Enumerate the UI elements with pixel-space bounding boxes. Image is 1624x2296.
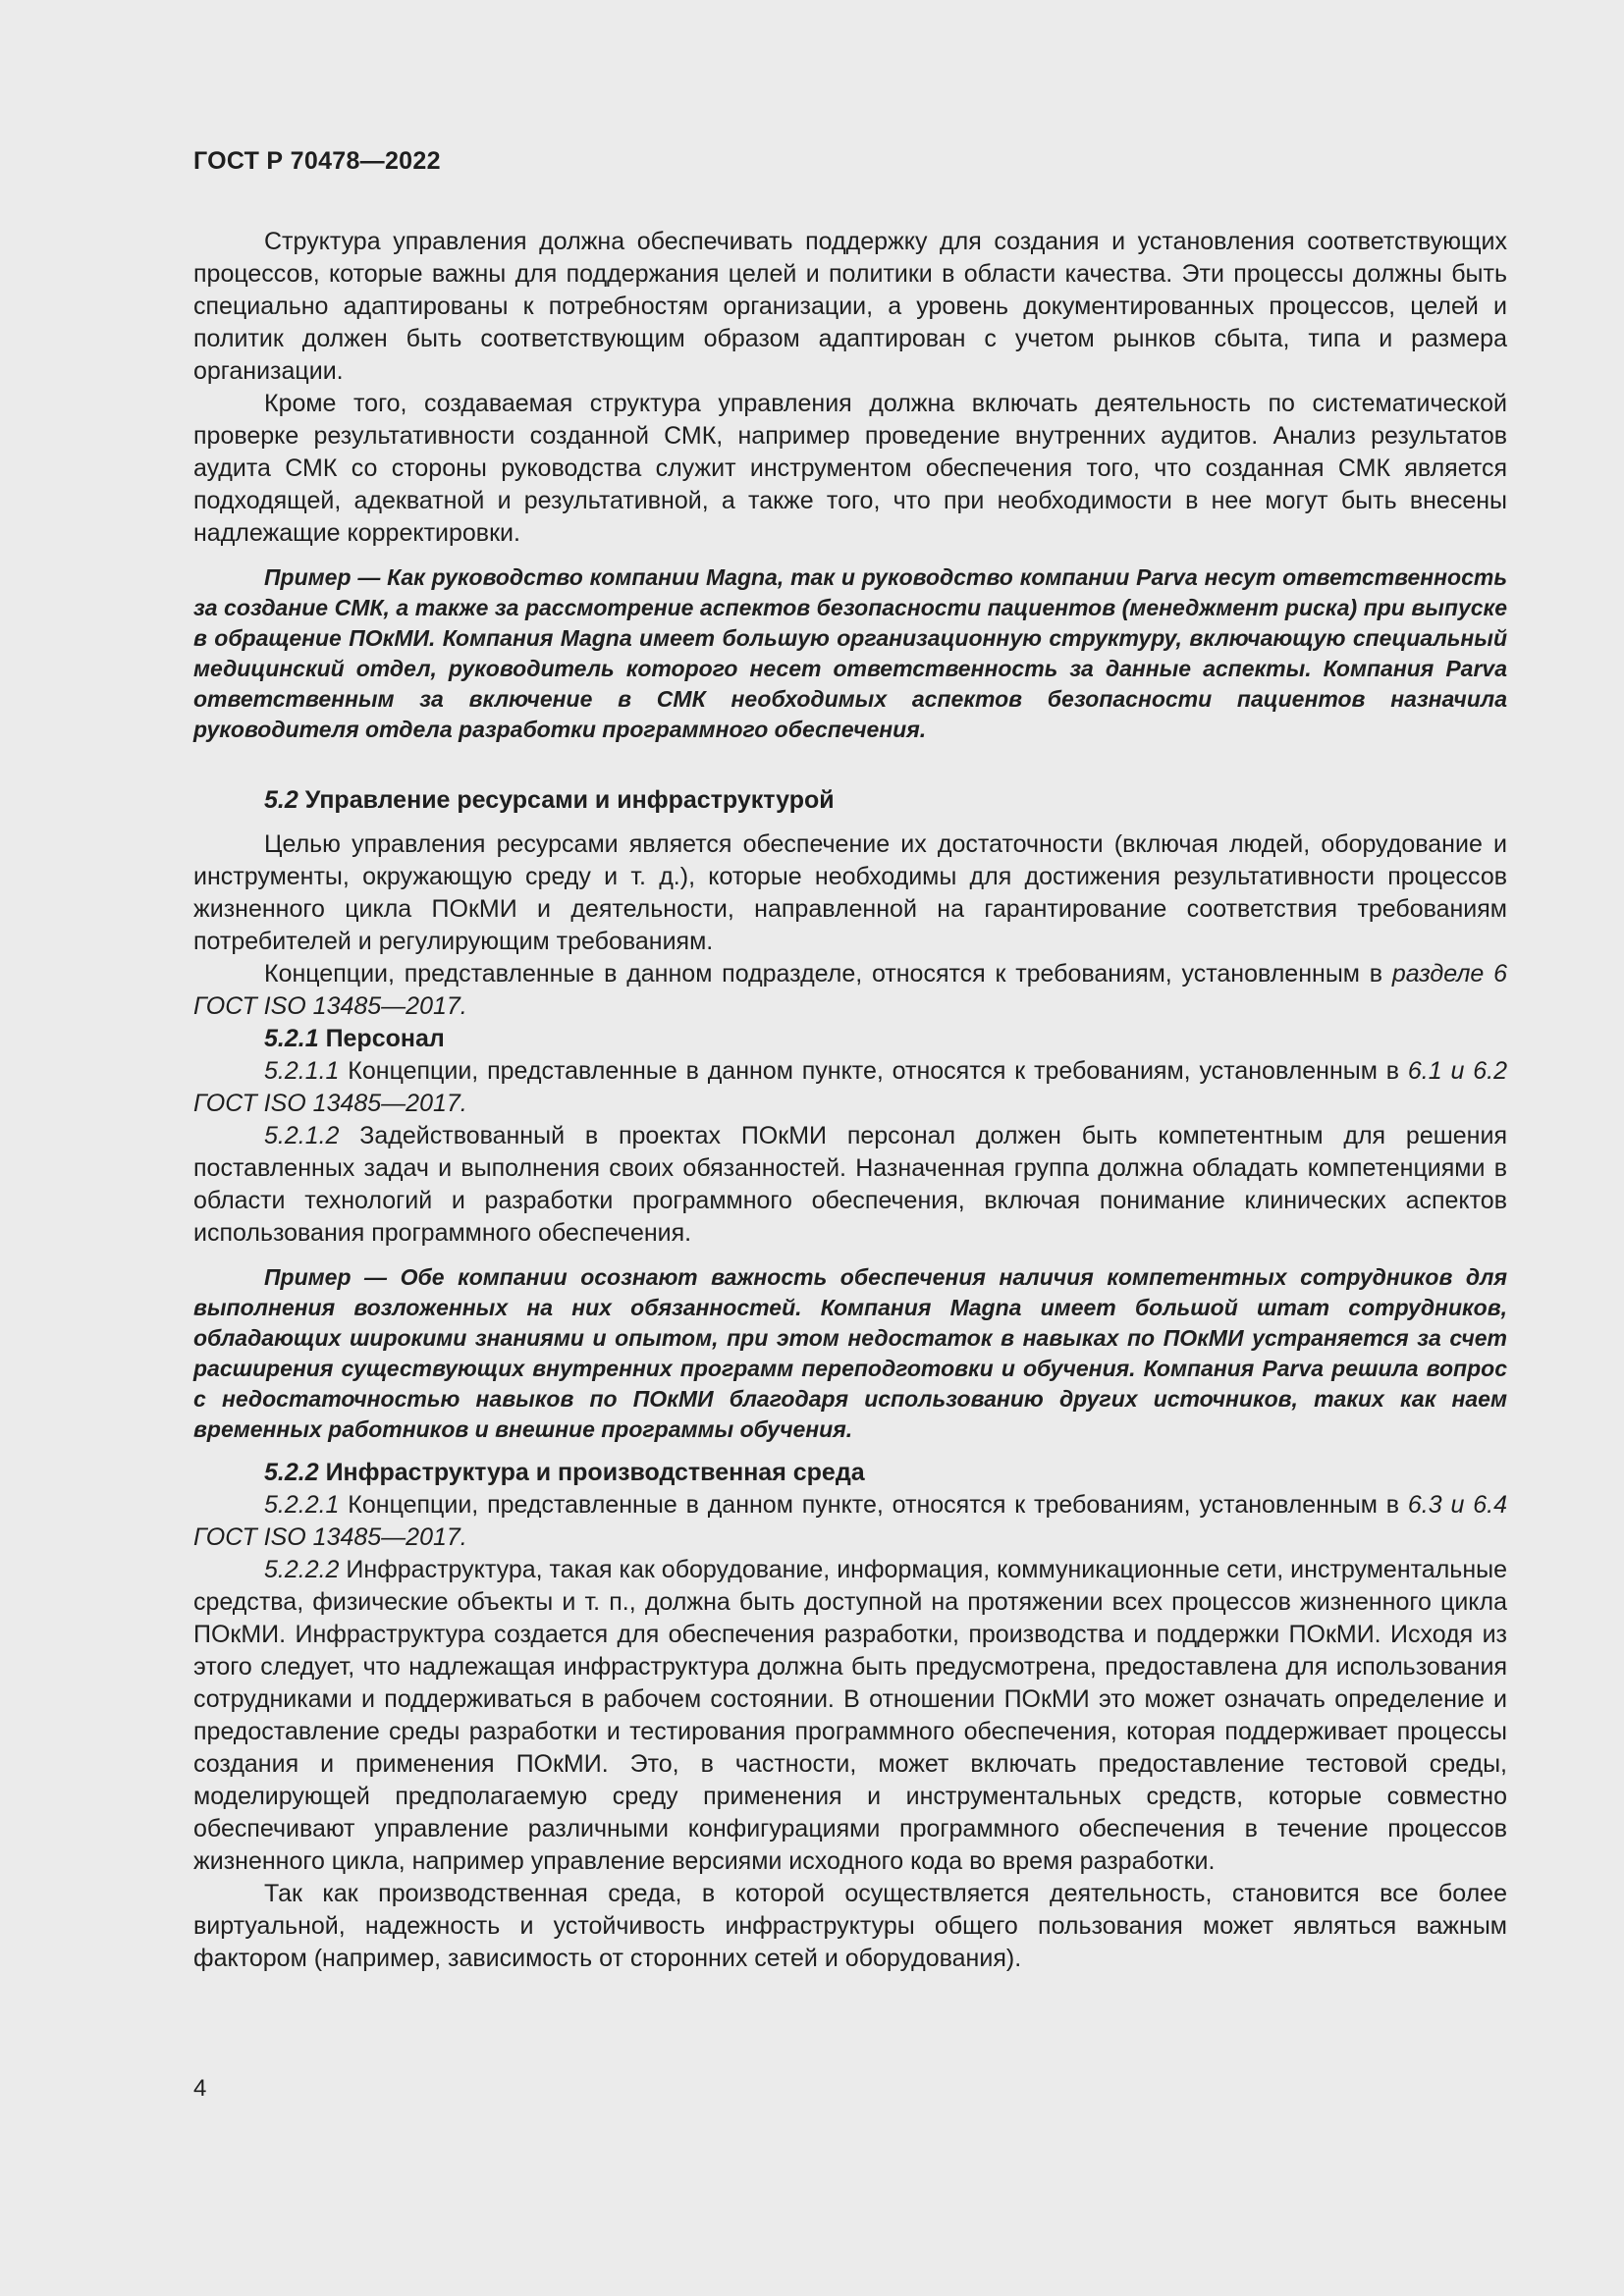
standard-reference: 6.1 и 6.2 ГОСТ ISO 13485—2017.: [193, 1057, 1507, 1117]
clause-number: 5.2.1.1: [264, 1057, 340, 1085]
subsection-heading-5-2-2: [193, 1457, 1507, 1489]
clause-number: 5.2.1.2: [264, 1122, 340, 1149]
example-note-2: Пример — Обе компании осознают важность обеспечения наличия компетентных сотрудников для выполнения возложенных на них обязанностей. Компания Magna имеет большой штат сотрудников, обладающих широкими знаниями и опытом, при этом недостаток в навыках по ПОкМИ устраняется за счет расширения существующих внутренних программ переподготовки и обучения. Компания Parva решила вопрос с недостаточностью навыков по ПОкМИ благодаря использованию других источников, таких как наем временных работников и внешние программы обучения.: [193, 1264, 1507, 1442]
document-body: [193, 226, 1507, 1975]
subsection-title: Инфраструктура и производственная среда: [325, 1459, 865, 1486]
section-number: 5.2: [264, 786, 298, 814]
clause-5-2-1-1: [193, 1055, 1507, 1120]
paragraph-resources: Целью управления ресурсами является обеспечение их достаточности (включая людей, оборудование и инструменты, окружающую среду и т. д.), которые необходимы для достижения результативности процессов жизненного цикла ПОкМИ и деятельности, направленной на гарантирование соответствия требованиям потребителей и регулирующим требованиям.: [193, 830, 1507, 955]
document-header: ГОСТ Р 70478—2022: [193, 147, 441, 175]
subsection-title: Персонал: [325, 1025, 445, 1052]
clause-5-2-2-2: [193, 1554, 1507, 1878]
subsection-number: 5.2.2: [264, 1459, 319, 1486]
clause-text: Инфраструктура, такая как оборудование, информация, коммуникационные сети, инструментальные средства, физические объекты и т. п., должна быть доступной на протяжении всех процессов жизненного цикла ПОкМИ. Инфраструктура создается для обеспечения разработки, производства и поддержки ПОкМИ. Исходя из этого следует, что надлежащая инфраструктура должна быть предусмотрена, предоставлена для использования сотрудниками и поддерживаться в рабочем состоянии. В отношении ПОкМИ это может означать определение и предоставление среды разработки и тестирования программного обеспечения, которая поддерживает процессы создания и применения ПОкМИ. Это, в частности, может включать предоставление тестовой среды, моделирующей предполагаемую среду применения и инструментальных средств, которые совместно обеспечивают управление различными конфигурациями программного обеспечения в течение процессов жизненного цикла, например управление версиями исходного кода во время разработки.: [193, 1556, 1507, 1875]
clause-5-2-1-2: [193, 1120, 1507, 1250]
clause-text: Задействованный в проектах ПОкМИ персонал должен быть компетентным для решения поставленных задач и выполнения своих обязанностей. Назначенная группа должна обладать компетенциями в области технологий и разработки программного обеспечения, включая понимание клинических аспектов использования программного обеспечения.: [193, 1122, 1507, 1247]
clause-text: Концепции, представленные в данном пункте, относятся к требованиям, установленным в: [339, 1057, 1408, 1085]
section-title: Управление ресурсами и инфраструктурой: [304, 786, 835, 814]
standard-reference: разделе 6 ГОСТ ISO 13485—2017.: [193, 960, 1507, 1020]
example-note-1: Пример — Как руководство компании Magna, так и руководство компании Parva несут ответственность за создание СМК, а также за рассмотрение аспектов безопасности пациентов (менеджмент риска) при выпуске в обращение ПОкМИ. Компания Magna имеет большую организационную структуру, включающую специальный медицинский отдел, руководитель которого несет ответственность за данные аспекты. Компания Parva ответственным за включение в СМК необходимых аспектов безопасности пациентов назначила руководителя отдела разработки программного обеспечения.: [193, 564, 1507, 742]
clause-number: 5.2.2.2: [264, 1556, 340, 1583]
paragraph-text: Концепции, представленные в данном подразделе, относятся к требованиям, установленным в: [264, 960, 1392, 988]
subsection-heading-5-2-1: [193, 1023, 1507, 1055]
standard-reference: 6.3 и 6.4 ГОСТ ISO 13485—2017.: [193, 1491, 1507, 1551]
paragraph-structure: Структура управления должна обеспечивать поддержку для создания и установления соответствующих процессов, которые важны для поддержания целей и политики в области качества. Эти процессы должны быть специально адаптированы к потребностям организации, а уровень документированных процессов, целей и политик должен быть соответствующим образом адаптирован с учетом рынков сбыта, типа и размера организации.: [193, 228, 1507, 385]
clause-5-2-2-1: [193, 1489, 1507, 1554]
paragraph-virtual-environment: Так как производственная среда, в которой осуществляется деятельность, становится все более виртуальной, надежность и устойчивость инфраструктуры общего пользования может являться важным фактором (например, зависимость от сторонних сетей и оборудования).: [193, 1880, 1507, 1972]
section-heading-5-2: [193, 784, 1507, 817]
subsection-number: 5.2.1: [264, 1025, 319, 1052]
clause-text: Концепции, представленные в данном пункте, относятся к требованиям, установленным в: [339, 1491, 1408, 1519]
page-number: 4: [193, 2075, 207, 2102]
paragraph-concepts: [193, 958, 1507, 1023]
clause-number: 5.2.2.1: [264, 1491, 340, 1519]
paragraph-audit: Кроме того, создаваемая структура управления должна включать деятельность по систематической проверке результативности созданной СМК, например проведение внутренних аудитов. Анализ результатов аудита СМК со стороны руководства служит инструментом обеспечения того, что созданная СМК является подходящей, адекватной и результативной, а также того, что при необходимости в нее могут быть внесены надлежащие корректировки.: [193, 390, 1507, 547]
